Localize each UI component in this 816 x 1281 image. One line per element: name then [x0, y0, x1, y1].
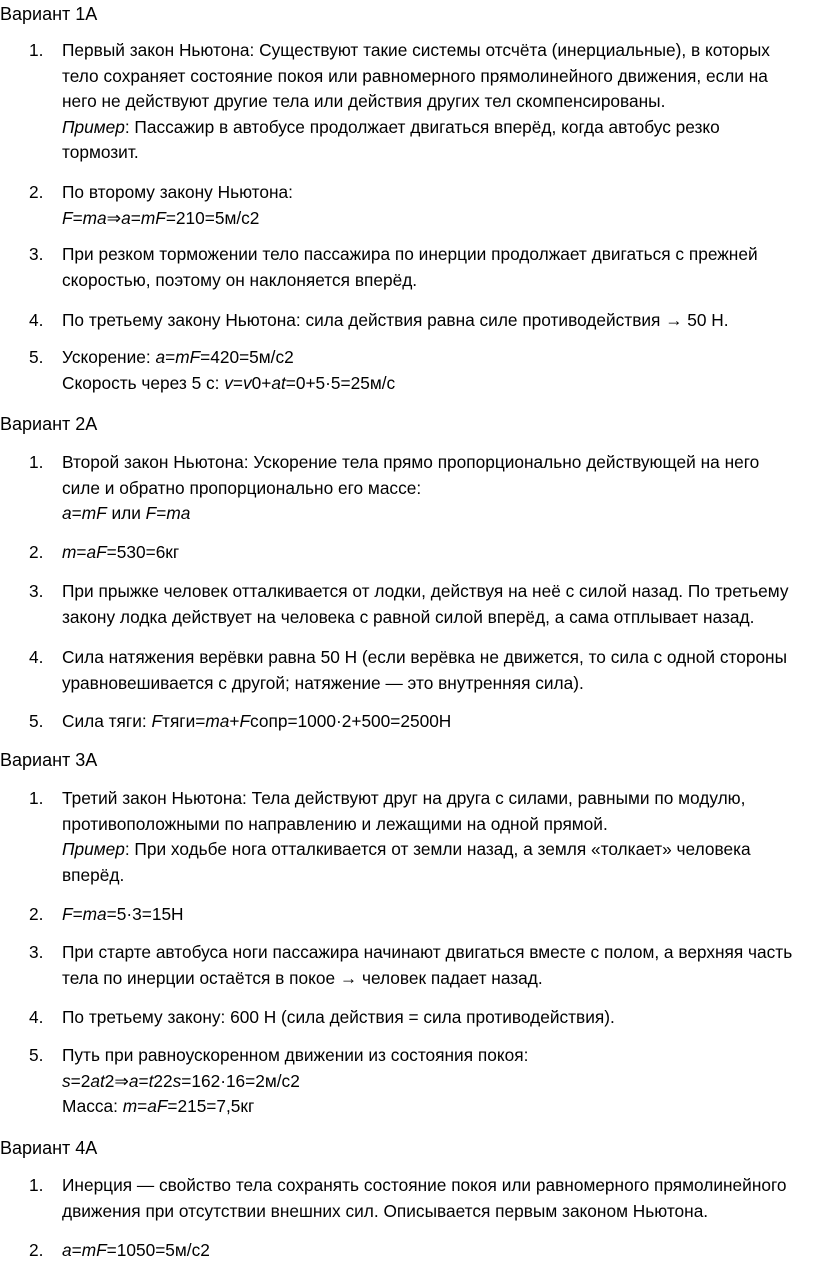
item-text-line: скоростью, поэтому он наклоняется вперёд. [62, 269, 418, 290]
variant-title: Вариант 2А [0, 414, 98, 434]
item-number: 5. [29, 711, 44, 731]
item-text-line: тело сохраняет состояние покоя или равномерного прямолинейного движения, если на [62, 65, 768, 86]
item-text-line: При резком торможении тело пассажира по инерции продолжает двигаться с прежней [62, 244, 758, 264]
item-number: 4. [29, 310, 44, 330]
item-text-line: него не действуют другие тела или действия других тел скомпенсированы. [62, 91, 666, 111]
variant-title: Вариант 3А [0, 750, 98, 770]
variant-title: Вариант 4А [0, 1138, 98, 1158]
item-number: 1. [29, 40, 44, 60]
item-text-line: вперёд. [62, 864, 125, 885]
item-text-line: Сила натяжения верёвки равна 50 Н (если верёвка не движется, то сила с одной стороны [62, 647, 788, 667]
item-text-line: Пример: Пассажир в автобусе продолжает двигаться вперёд, когда автобус резко [62, 116, 720, 137]
item-text-line: тормозит. [62, 142, 139, 162]
item-text-line: Третий закон Ньютона: Тела действуют друг на друга с силами, равными по модулю, [62, 788, 746, 808]
item-text-line: По третьему закону: 600 Н (сила действия = сила противодействия). [62, 1007, 615, 1027]
item-text-line: тела по инерции остаётся в покое → человек падает назад. [62, 967, 543, 988]
item-text-line: m=aF=530=6кг [62, 542, 180, 562]
item-text-line: Путь при равноускоренном движении из состояния покоя: [62, 1045, 529, 1065]
item-text-line: Масса: m=aF=215=7,5кг [62, 1096, 255, 1116]
variant-title: Вариант 1А [0, 4, 98, 24]
item-number: 5. [29, 1045, 44, 1065]
item-text-line: уравновешивается с другой; натяжение — это внутренняя сила). [62, 672, 584, 693]
item-number: 3. [29, 244, 44, 264]
item-text-line: Инерция — свойство тела сохранять состояние покоя или равномерного прямолинейного [62, 1175, 787, 1195]
item-text-line: силе и обратно пропорционально его массе: [62, 477, 422, 498]
item-number: 2. [29, 904, 44, 924]
item-text-line: движения при отсутствии внешних сил. Описывается первым законом Ньютона. [62, 1200, 709, 1221]
item-number: 1. [29, 788, 44, 808]
item-text-line: a=mF=1050=5м/с2 [62, 1240, 210, 1260]
item-number: 1. [29, 452, 44, 472]
item-number: 4. [29, 1007, 44, 1027]
item-text-line: закону лодка действует на человека с равной силой вперёд, а сама отплывает назад. [62, 606, 755, 627]
item-text-line: Пример: При ходьбе нога отталкивается от земли назад, а земля «толкает» человека [62, 839, 751, 859]
item-text-line: F=ma=5·3=15Н [62, 904, 184, 924]
item-text-line: Ускорение: a=mF=420=5м/с2 [62, 347, 294, 367]
item-number: 3. [29, 581, 44, 601]
item-text-line: При старте автобуса ноги пассажира начинают двигаться вместе с полом, а верхняя часть [62, 942, 793, 962]
item-text-line: s=2at2⇒a=t22s=162·16=2м/с2 [62, 1070, 300, 1091]
item-text-line: По третьему закону Ньютона: сила действия равна силе противодействия → 50 Н. [62, 310, 729, 330]
item-number: 5. [29, 347, 44, 367]
item-text-line: a=mF или F=ma [62, 503, 191, 523]
item-text-line: Первый закон Ньютона: Существуют такие системы отсчёта (инерциальные), в которых [62, 40, 770, 60]
item-number: 3. [29, 942, 44, 962]
item-number: 1. [29, 1175, 44, 1195]
item-text-line: По второму закону Ньютона: [62, 182, 293, 202]
item-text-line: противоположными по направлению и лежащими на одной прямой. [62, 813, 608, 834]
item-number: 4. [29, 647, 44, 667]
item-text-line: Скорость через 5 с: v=v0+at=0+5·5=25м/с [62, 372, 396, 393]
item-number: 2. [29, 1240, 44, 1260]
item-text-line: F=ma⇒a=mF=210=5м/с2 [62, 207, 260, 228]
item-text-line: Сила тяги: Fтяги=ma+Fсопр=1000·2+500=2500Н [62, 711, 452, 731]
item-number: 2. [29, 542, 44, 562]
item-text-line: При прыжке человек отталкивается от лодки, действуя на неё с силой назад. По третьему [62, 581, 789, 601]
item-text-line: Второй закон Ньютона: Ускорение тела прямо пропорционально действующей на него [62, 452, 760, 472]
item-number: 2. [29, 182, 44, 202]
